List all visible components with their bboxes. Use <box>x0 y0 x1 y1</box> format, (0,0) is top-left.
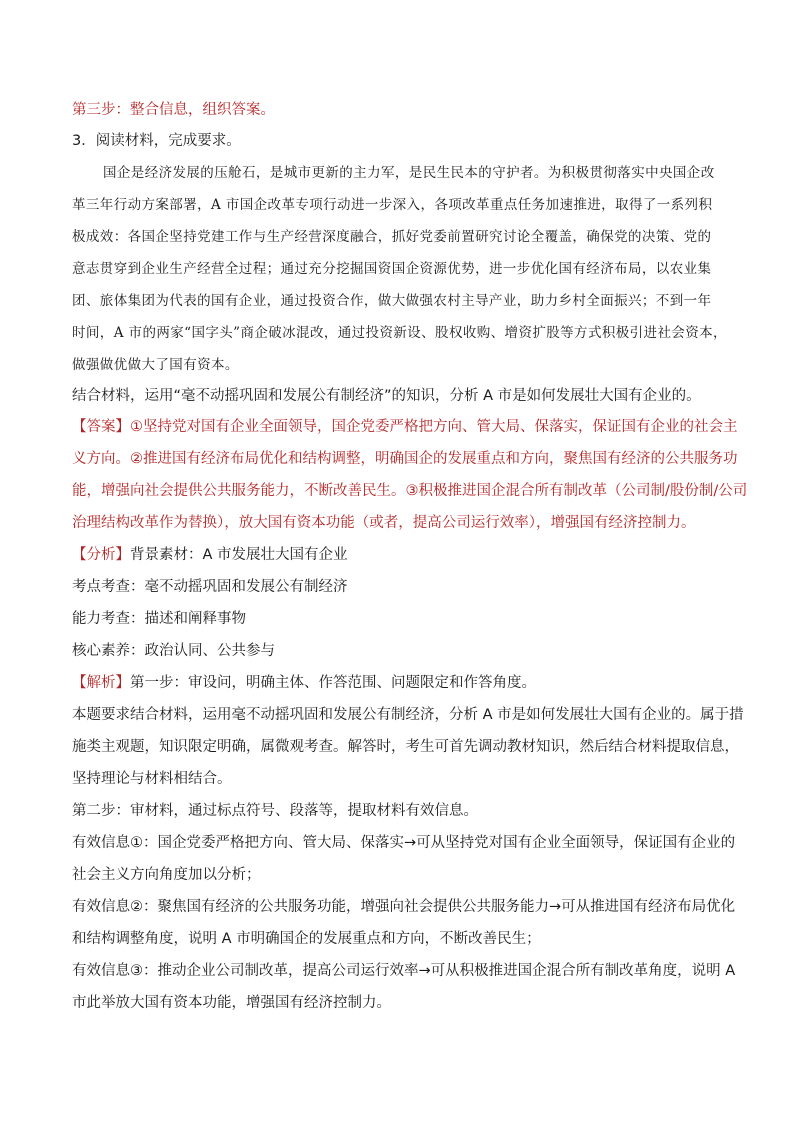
question-requirement: 结合材料，运用“毫不动摇巩固和发展公有制经济”的知识，分析 A 市是如何发展壮大国有企业的。 <box>72 388 701 404</box>
explanation-paragraph: 本题要求结合材料，运用毫不动摇巩固和发展公有制经济，分析 A 市是如何发展壮大国有企业的。属于措 <box>72 707 744 723</box>
effective-info-3: 市此举放大国有资本功能，增强国有经济控制力。 <box>72 995 391 1011</box>
material-line: 做强做优做大了国有资本。 <box>72 357 239 373</box>
material-line: 革三年行动方案部署，A 市国企改革专项行动进一步深入，各项改革重点任务加速推进，取得了一系列积 <box>72 197 713 213</box>
analysis-literacy: 核心素养：政治认同、公共参与 <box>72 643 275 659</box>
effective-info-3: 有效信息③：推动企业公司制改革，提高公司运行效率→可从积极推进国企混合所有制改革角度，说明 A <box>72 963 736 979</box>
answer-line: 治理结构改革作为替换），放大国有资本功能（或者，提高公司运行效率），增强国有经济控制力。 <box>72 515 696 531</box>
effective-info-2: 和结构调整角度，说明 A 市明确国企的发展重点和方向，不断改善民生； <box>72 931 541 947</box>
material-line: 国企是经济发展的压舱石，是城市更新的主力军，是民生民本的守护者。为积极贯彻落实中央国企改 <box>103 165 715 181</box>
answer-text: ①坚持党对国有企业全面领导，国企党委严格把方向、管大局、保落实，保证国有企业的社会主 <box>130 419 738 435</box>
effective-info-1: 有效信息①：国企党委严格把方向、管大局、保落实→可从坚持党对国有企业全面领导，保证国有企业的 <box>72 835 736 851</box>
answer-line: 能，增强向社会提供公共服务能力，不断改善民生。③积极推进国企混合所有制改革（公司制/股份制/公司 <box>72 483 748 499</box>
answer-line: 义方向。②推进国有经济布局优化和结构调整，明确国企的发展重点和方向，聚焦国有经济的公共服务功 <box>72 451 738 467</box>
explanation-step2: 第二步：审材料，通过标点符号、段落等，提取材料有效信息。 <box>72 803 478 819</box>
analysis-background-text: 背景素材：A 市发展壮大国有企业 <box>130 547 348 563</box>
material-line: 意志贯穿到企业生产经营全过程；通过充分挖掘国资国企资源优势，进一步优化国有经济布局，以农业集 <box>72 261 712 277</box>
explanation-tag: 【解析】 <box>72 675 130 691</box>
explanation-step1 <box>72 673 536 693</box>
material-line: 团、旅体集团为代表的国有企业，通过投资合作，做大做强农村主导产业，助力乡村全面振兴；不到一年 <box>72 293 712 309</box>
effective-info-2: 有效信息②：聚焦国有经济的公共服务功能，增强向社会提供公共服务能力→可从推进国有经济布局优化 <box>72 899 736 915</box>
answer-tag: 【答案】 <box>72 419 130 435</box>
analysis-background <box>72 545 348 565</box>
analysis-tag: 【分析】 <box>72 547 130 563</box>
effective-info-1: 社会主义方向角度加以分析； <box>72 867 261 883</box>
analysis-ability: 能力考查：描述和阐释事物 <box>72 611 246 627</box>
step3-heading: 第三步：整合信息，组织答案。 <box>72 102 275 118</box>
explanation-step1-text: 第一步：审设问，明确主体、作答范围、问题限定和作答角度。 <box>130 675 536 691</box>
analysis-exam-point: 考点考查：毫不动摇巩固和发展公有制经济 <box>72 579 348 595</box>
answer-line <box>72 417 738 437</box>
question-title: 3．阅读材料，完成要求。 <box>72 133 241 149</box>
explanation-paragraph: 施类主观题，知识限定明确，属微观考查。解答时，考生可首先调动教材知识，然后结合材料提取信息， <box>72 739 739 755</box>
explanation-paragraph: 坚持理论与材料相结合。 <box>72 771 232 787</box>
material-line: 时间，A 市的两家“国字头”商企破冰混改，通过投资新设、股权收购、增资扩股等方式积极引进社会资本， <box>72 325 727 341</box>
material-line: 极成效：各国企坚持党建工作与生产经营深度融合，抓好党委前置研究讨论全覆盖，确保党的决策、党的 <box>72 229 712 245</box>
